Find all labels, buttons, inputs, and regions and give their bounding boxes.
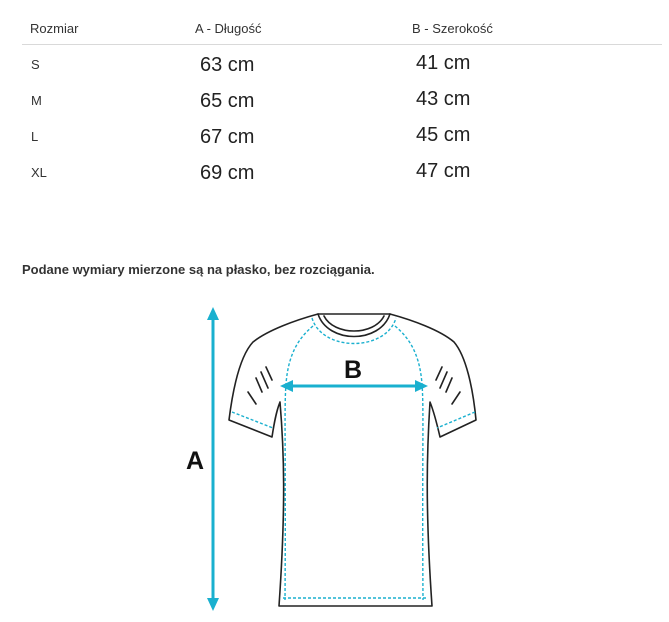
tshirt-collar-inner xyxy=(324,316,384,331)
cell-length: 65 cm xyxy=(200,90,255,112)
header-size: Rozmiar xyxy=(30,21,79,36)
length-arrow-bottom-icon xyxy=(207,598,219,611)
cell-length: 63 cm xyxy=(200,54,255,76)
measurement-note: Podane wymiary mierzone są na płasko, bez rozciągania. xyxy=(22,262,375,277)
raglan-seam-right xyxy=(395,326,423,600)
length-arrow xyxy=(207,307,219,611)
sleeve-hem-right xyxy=(437,412,475,428)
cell-width: 41 cm xyxy=(416,52,471,74)
width-arrow-right-icon xyxy=(415,380,428,392)
cell-width: 47 cm xyxy=(416,160,471,182)
cell-length: 67 cm xyxy=(200,126,255,148)
raglan-seam-left xyxy=(285,326,313,600)
width-arrow-left-icon xyxy=(280,380,293,392)
tshirt-collar-outline xyxy=(318,314,390,337)
header-width: B - Szerokość xyxy=(412,21,493,36)
label-width: B xyxy=(344,356,363,384)
cell-length: 69 cm xyxy=(200,162,255,184)
cell-size: S xyxy=(31,57,40,72)
header-length: A - Długość xyxy=(195,21,262,36)
length-arrow-top-icon xyxy=(207,307,219,320)
sleeve-fold-left xyxy=(248,367,272,404)
cell-size: L xyxy=(31,129,39,144)
sleeve-hem-left xyxy=(232,412,273,428)
sleeve-fold-right xyxy=(436,367,460,404)
label-length: A xyxy=(186,447,205,475)
cell-width: 45 cm xyxy=(416,124,471,146)
cell-width: 43 cm xyxy=(416,88,471,110)
cell-size: M xyxy=(31,93,42,108)
cell-size: XL xyxy=(31,165,47,180)
